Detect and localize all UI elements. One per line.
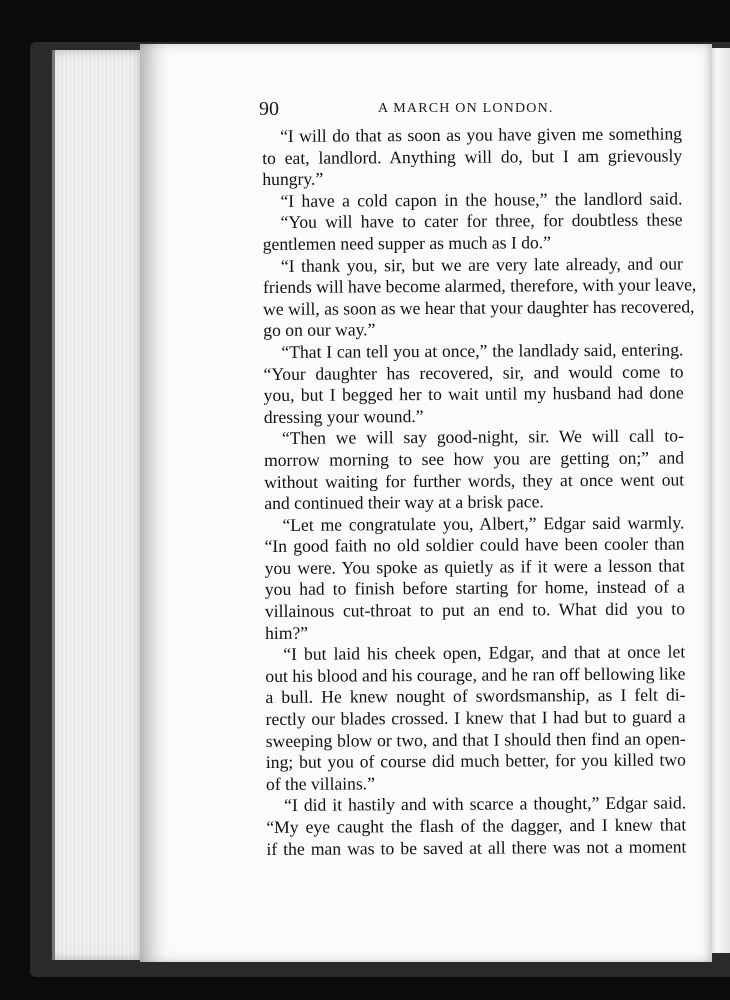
text-line: you were. You spoke as quietly as if it were a lesson that bbox=[264, 555, 685, 578]
text-line: of the villains.” bbox=[265, 773, 376, 794]
text-line: “I have a cold capon in the house,” the landlord said. bbox=[280, 188, 683, 211]
page-number: 90 bbox=[259, 98, 279, 120]
text-line: morrow morning to see how you are getting on;” and bbox=[263, 447, 685, 470]
text-line: and continued their way at a brisk pace. bbox=[264, 491, 544, 514]
text-line: him?” bbox=[265, 622, 309, 643]
text-line: rectly our blades crossed. I knew that I had but to guard a bbox=[265, 706, 686, 730]
text-line: you, but I begged her to wait until my husband had done bbox=[263, 382, 684, 406]
text-line: “Your daughter has recovered, sir, and would come to bbox=[263, 360, 684, 384]
page-header bbox=[140, 98, 712, 122]
text-line: “Then we will say good-night, sir. We will call to- bbox=[281, 425, 684, 449]
text-line: without waiting for further words, they at once went out bbox=[264, 468, 685, 492]
text-line: “I will do that as soon as you have given me something bbox=[279, 123, 683, 146]
text-line: you had to finish before starting for home, instead of a bbox=[264, 576, 685, 600]
text-line: hungry.” bbox=[262, 168, 324, 190]
text-line: “I did it hastily and with scarce a thought,” Edgar said. bbox=[284, 792, 687, 816]
text-line: villainous cut-throat to put an end to. What did you to bbox=[264, 598, 686, 622]
text-line: “I but laid his cheek open, Edgar, and that at once let bbox=[283, 641, 686, 665]
text-line: ing; but you of course did much better, for you killed two bbox=[265, 749, 686, 773]
text-line: if the man was to be saved at all there was not a moment bbox=[266, 836, 687, 859]
text-line: we will, as soon as we hear that your daughter has recovered, bbox=[263, 296, 695, 319]
running-head: A MARCH ON LONDON. bbox=[378, 101, 554, 116]
body-text bbox=[262, 123, 697, 860]
page-edges bbox=[52, 50, 147, 960]
text-line: out his blood and his courage, and he ran off bellowing like bbox=[265, 663, 686, 686]
text-line: dressing your wound.” bbox=[263, 405, 424, 427]
text-line: “My eye caught the flash of the dagger, and I knew that bbox=[266, 814, 687, 837]
book-page bbox=[140, 44, 712, 962]
text-line: gentlemen need supper as much as I do.” bbox=[262, 232, 552, 254]
text-line: “You will have to cater for three, for doubtless these bbox=[280, 209, 683, 233]
text-line: “Let me congratulate you, Albert,” Edgar said warmly. bbox=[282, 512, 685, 535]
text-line: “In good faith no old soldier could have been cooler than bbox=[264, 533, 685, 557]
text-line: go on our way.” bbox=[263, 319, 376, 341]
text-line: sweeping blow or two, and that I should then find an open- bbox=[265, 728, 686, 751]
text-line: “That I can tell you at once,” the landlady said, entering. bbox=[281, 339, 684, 362]
text-line: a bull. He knew nought of swordsmanship, as I felt di- bbox=[265, 684, 686, 708]
text-line: friends will have become alarmed, therefore, with your leave, bbox=[262, 274, 697, 298]
text-line: “I thank you, sir, but we are very late already, and our bbox=[280, 252, 683, 276]
text-line: to eat, landlord. Anything will do, but I am grievously bbox=[262, 145, 683, 168]
